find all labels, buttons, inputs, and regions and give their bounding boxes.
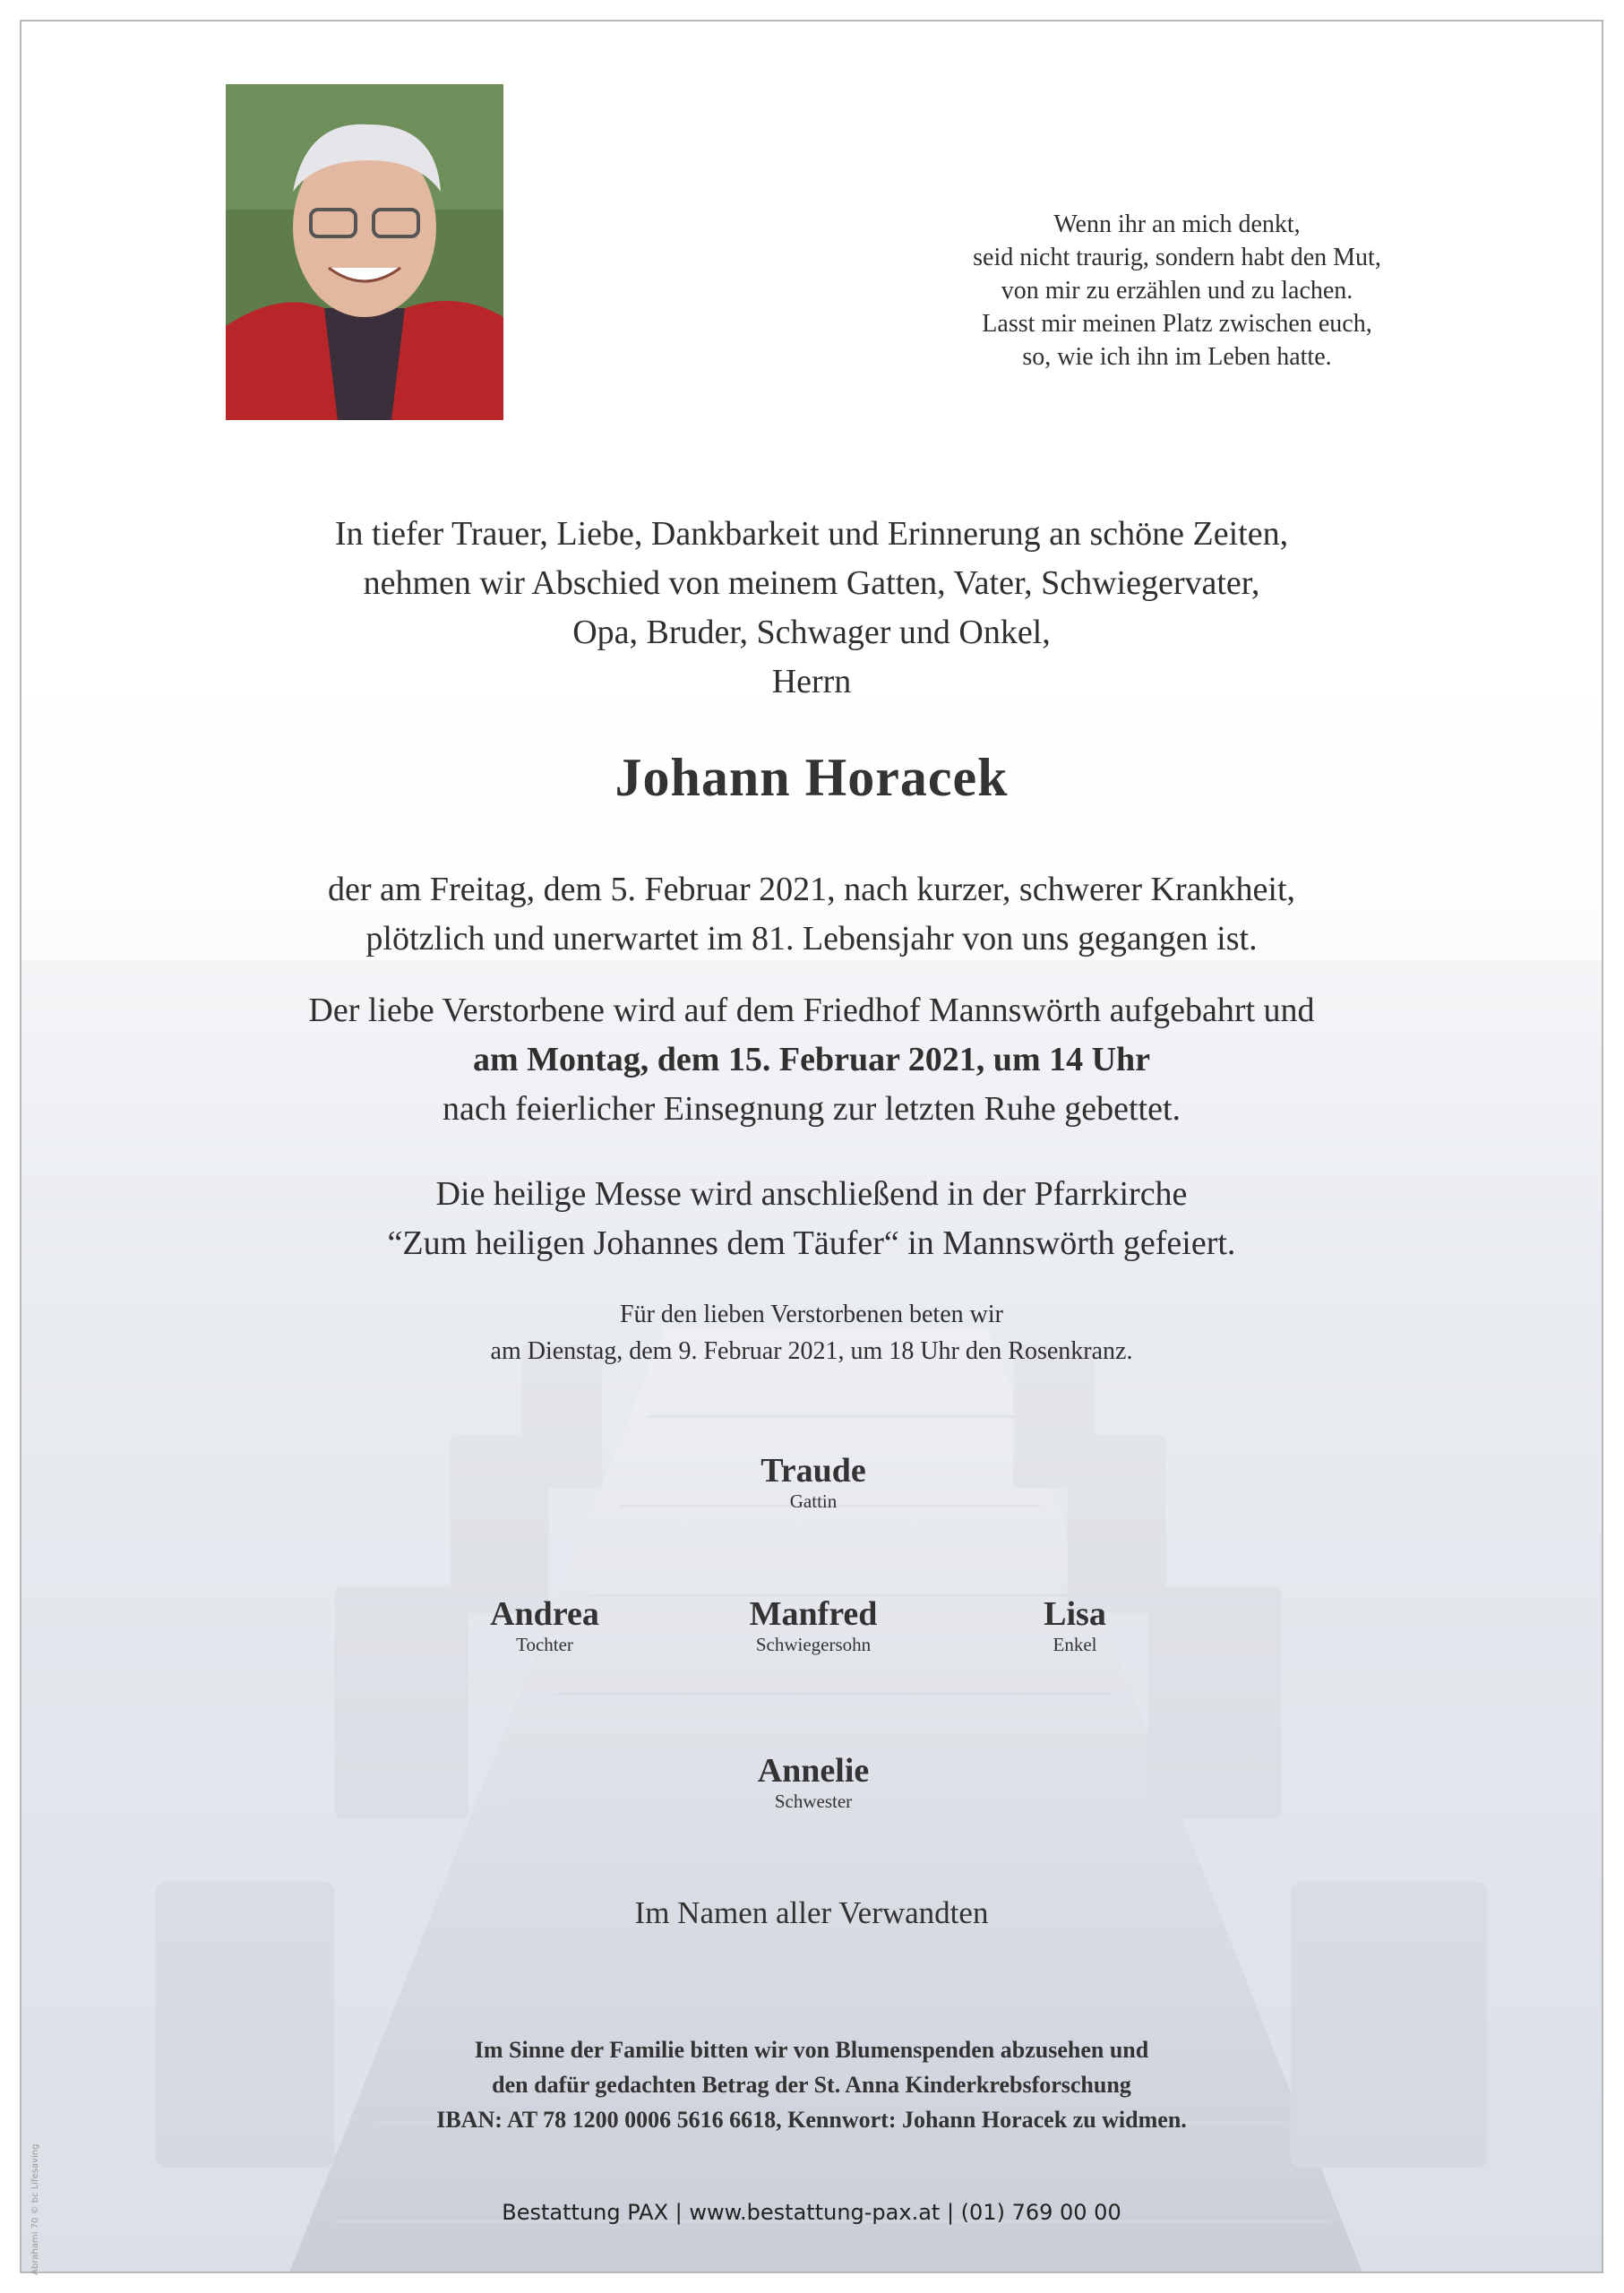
intro-line: In tiefer Trauer, Liebe, Dankbarkeit und Erinnerung an schöne Zeiten, — [334, 515, 1289, 553]
mourner-relation: Gattin — [789, 1490, 838, 1512]
passing-line: der am Freitag, dem 5. Februar 2021, nach kurzer, schwerer Krankheit, — [327, 871, 1295, 908]
burial-line: Der liebe Verstorbene wird auf dem Friedhof Mannswörth aufgebahrt und — [308, 992, 1315, 1029]
mass-line: “Zum heiligen Johannes dem Täufer“ in Mannswörth gefeiert. — [387, 1224, 1236, 1262]
donation-line: Im Sinne der Familie bitten wir von Blumenspenden abzusehen und — [474, 2037, 1149, 2063]
intro-line: nehmen wir Abschied von meinem Gatten, Vater, Schwiegervater, — [363, 564, 1260, 602]
parte-sheet — [20, 20, 1603, 2273]
donation-request — [21, 2032, 1602, 2137]
rosary-details — [21, 1296, 1602, 1370]
mass-details — [21, 1170, 1602, 1268]
announcement-intro — [21, 510, 1602, 707]
rosary-line: Für den lieben Verstorbenen beten wir — [620, 1301, 1003, 1328]
mourner-sister — [652, 1751, 975, 1812]
funeral-home-footer: Bestattung PAX | www.bestattung-pax.at | (01) 769 00 00 — [502, 2200, 1121, 2225]
donation-line: IBAN: AT 78 1200 0006 5616 6618, Kennwort: Johann Horacek zu widmen. — [436, 2107, 1187, 2133]
passing-details — [21, 865, 1602, 964]
mourner-spouse — [652, 1451, 975, 1512]
mourner-relation: Enkel — [1053, 1634, 1097, 1655]
mass-line: Die heilige Messe wird anschließend in der Pfarrkirche — [435, 1175, 1188, 1213]
deceased-name: Johann Horacek — [614, 748, 1009, 807]
mourner-name: Annelie — [757, 1752, 870, 1790]
burial-details — [21, 986, 1602, 1134]
quote-line: von mir zu erzählen und zu lachen. — [1001, 277, 1353, 305]
mourner-name: Andrea — [490, 1595, 599, 1633]
mourner-relation: Schwiegersohn — [755, 1634, 872, 1655]
quote-line: so, wie ich ihn im Leben hatte. — [1022, 343, 1332, 371]
mourner-name: Traude — [760, 1452, 866, 1490]
mourner-grandchild — [914, 1594, 1236, 1655]
intro-line: Herrn — [771, 663, 852, 700]
mourner-relation: Tochter — [516, 1634, 573, 1655]
mourner-name: Lisa — [1044, 1595, 1106, 1633]
burial-date: am Montag, dem 15. Februar 2021, um 14 Uhr — [472, 1041, 1151, 1078]
closing-line: Im Namen aller Verwandten — [634, 1895, 989, 1930]
memorial-quote — [899, 208, 1455, 374]
mourner-name: Manfred — [749, 1595, 878, 1633]
intro-line: Opa, Bruder, Schwager und Onkel, — [572, 614, 1051, 651]
burial-line: nach feierlicher Einsegnung zur letzten Ruhe gebettet. — [442, 1090, 1181, 1128]
quote-line: Lasst mir meinen Platz zwischen euch, — [982, 310, 1372, 338]
donation-line: den dafür gedachten Betrag der St. Anna Kinderkrebsforschung — [492, 2072, 1131, 2098]
passing-line: plötzlich und unerwartet im 81. Lebensjahr von uns gegangen ist. — [365, 920, 1258, 958]
rosary-line: am Dienstag, dem 9. Februar 2021, um 18 Uhr den Rosenkranz. — [490, 1337, 1133, 1365]
quote-line: Wenn ihr an mich denkt, — [1053, 210, 1301, 238]
quote-line: seid nicht traurig, sondern habt den Mut, — [973, 244, 1381, 271]
image-credit: Abrahami 70 © bc Lifesaving — [30, 2143, 40, 2275]
mourner-relation: Schwester — [774, 1791, 853, 1812]
deceased-portrait-photo — [226, 84, 503, 420]
